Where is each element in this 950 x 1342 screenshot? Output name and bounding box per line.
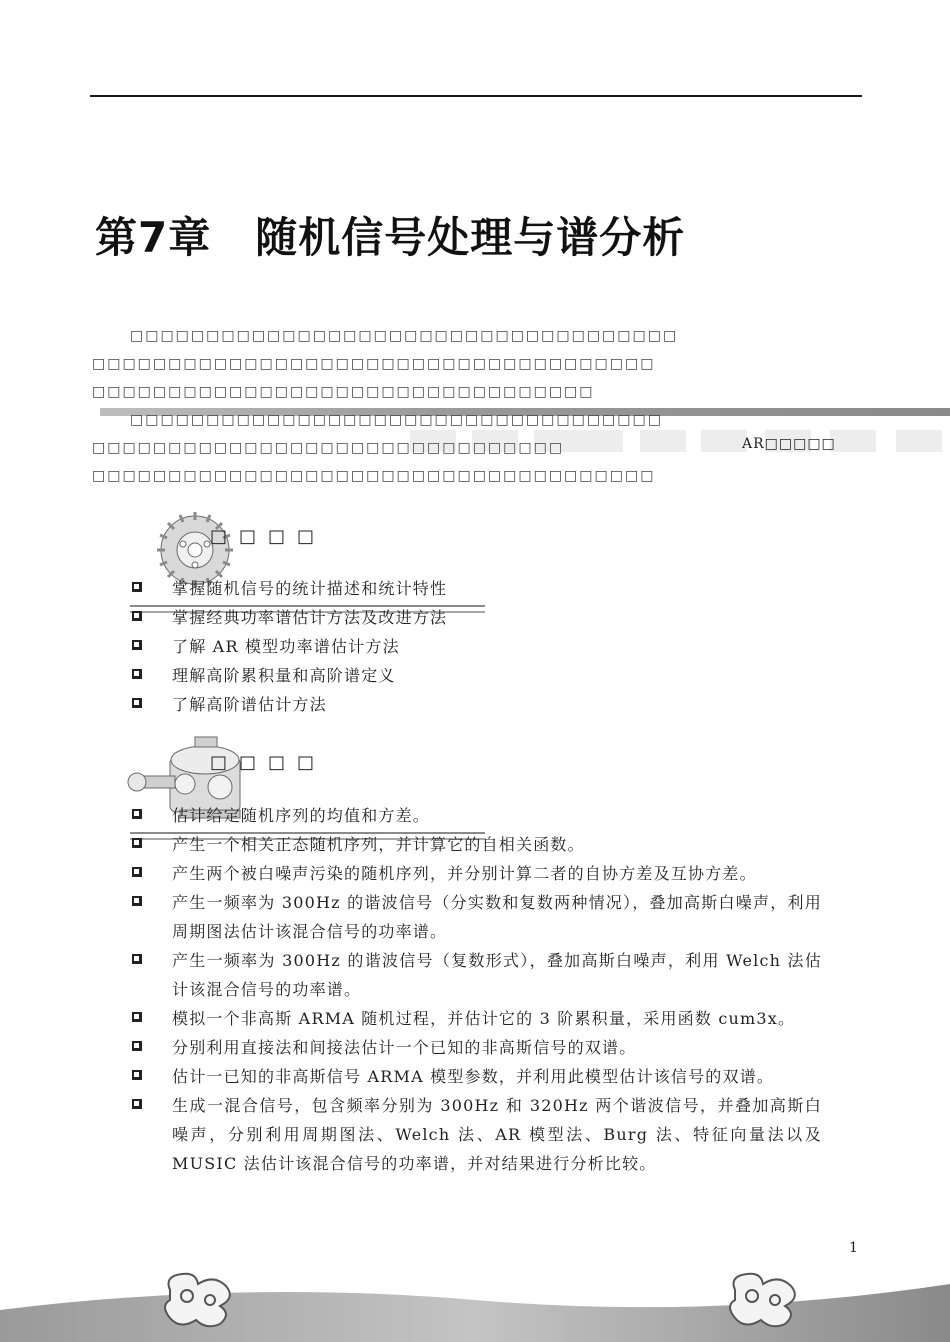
intro-line: □□□□□□□□□□□□□□□□□□□□□□□□□□□□□□□□□□□ (130, 412, 663, 428)
checkbox-bullet-icon (132, 809, 142, 819)
checkbox-bullet-icon (132, 640, 142, 650)
chapter-number: 第7章 (95, 213, 212, 262)
checkbox-bullet-icon (132, 1041, 142, 1051)
checkbox-bullet-icon (132, 867, 142, 877)
checkbox-bullet-icon (132, 954, 142, 964)
intro-line: □□□□□□□□□□□□□□□□□□□□□□□□□□□□□□□ (92, 440, 565, 456)
chapter-name: 随机信号处理与谱分析 (255, 213, 686, 262)
list-item: 估计给定随机序列的均值和方差。 (130, 801, 822, 830)
intro-ar-fragment: AR□□□□□ (742, 436, 836, 452)
list-item: 产生一个相关正态随机序列，并计算它的自相关函数。 (130, 830, 822, 859)
exercises-list (130, 801, 822, 1178)
footer-decoration (0, 1262, 950, 1342)
checkbox-bullet-icon (132, 838, 142, 848)
list-item: 了解 AR 模型功率谱估计方法 (130, 632, 822, 661)
checkbox-bullet-icon (132, 896, 142, 906)
list-item: 分别利用直接法和间接法估计一个已知的非高斯信号的双谱。 (130, 1033, 822, 1062)
chapter-intro (92, 322, 852, 490)
list-item: 掌握随机信号的统计描述和统计特性 (130, 574, 822, 603)
list-item: 生成一混合信号，包含频率分别为 300Hz 和 320Hz 两个谐波信号，并叠加高斯白噪声，分别利用周期图法、Welch 法、AR 模型法、Burg 法、特征向量法以及 MUSIC 法估计该混合信号的功率谱，并对结果进行分析比较。 (130, 1091, 822, 1178)
intro-line: □□□□□□□□□□□□□□□□□□□□□□□□□□□□□□□□□□□□ (130, 328, 679, 344)
list-item: 模拟一个非高斯 ARMA 随机过程，并估计它的 3 阶累积量，采用函数 cum3x。 (130, 1004, 822, 1033)
checkbox-bullet-icon (132, 582, 142, 592)
checkbox-bullet-icon (132, 1012, 142, 1022)
list-item: 产生两个被白噪声污染的随机序列，并分别计算二者的自协方差及互协方差。 (130, 859, 822, 888)
checkbox-bullet-icon (132, 698, 142, 708)
section-heading-objectives: □□□□ (210, 526, 327, 547)
checkbox-bullet-icon (132, 1099, 142, 1109)
list-item: 理解高阶累积量和高阶谱定义 (130, 661, 822, 690)
cloud-scroll-icon (730, 1274, 795, 1327)
chapter-title (95, 205, 685, 265)
list-item: 产生一频率为 300Hz 的谐波信号（复数形式），叠加高斯白噪声，利用 Welch 法估计该混合信号的功率谱。 (130, 946, 822, 1004)
section-heading-exercises: □□□□ (210, 752, 327, 773)
list-item: 估计一已知的非高斯信号 ARMA 模型参数，并利用此模型估计该信号的双谱。 (130, 1062, 822, 1091)
list-item: 了解高阶谱估计方法 (130, 690, 822, 719)
page-number: 1 (849, 1240, 858, 1256)
checkbox-bullet-icon (132, 611, 142, 621)
objectives-list (130, 574, 822, 719)
checkbox-bullet-icon (132, 1070, 142, 1080)
intro-line: □□□□□□□□□□□□□□□□□□□□□□□□□□□□□□□□□ (92, 384, 595, 400)
list-item: 产生一频率为 300Hz 的谐波信号（分实数和复数两种情况），叠加高斯白噪声，利用周期图法估计该混合信号的功率谱。 (130, 888, 822, 946)
list-item: 掌握经典功率谱估计方法及改进方法 (130, 603, 822, 632)
intro-line: □□□□□□□□□□□□□□□□□□□□□□□□□□□□□□□□□□□□□ (92, 468, 656, 484)
intro-line: □□□□□□□□□□□□□□□□□□□□□□□□□□□□□□□□□□□□□ (92, 356, 656, 372)
header-rule (90, 95, 862, 97)
checkbox-bullet-icon (132, 669, 142, 679)
cloud-scroll-icon (165, 1274, 230, 1327)
